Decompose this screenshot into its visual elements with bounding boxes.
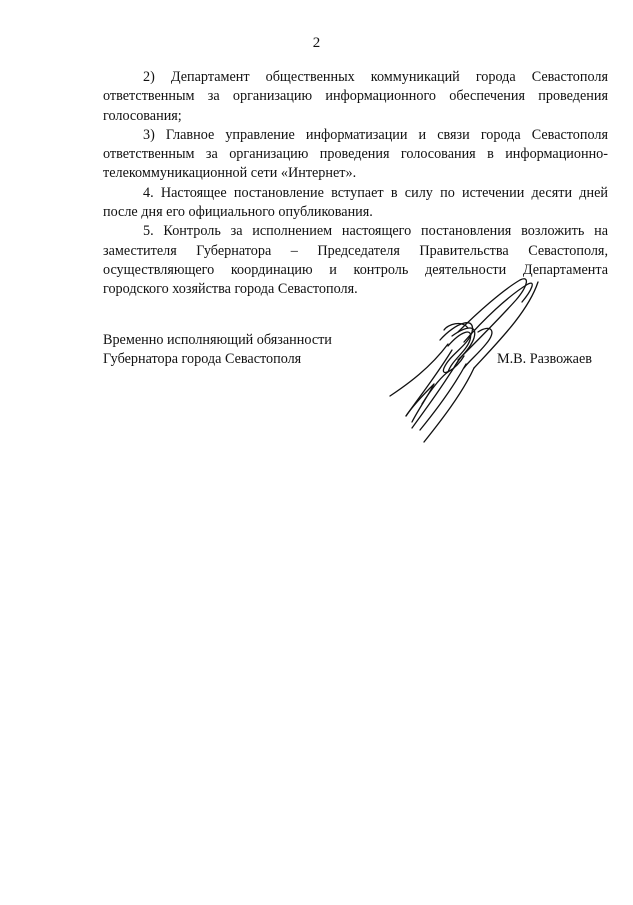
signatory-position <box>103 331 332 370</box>
paragraph-item-4: 4. Настоящее постановление вступает в силу по истечении десяти дней после дня его официального опубликования. <box>103 184 608 221</box>
body-text <box>103 68 608 300</box>
page-number: 2 <box>312 35 321 51</box>
signatory-name: М.В. Развожаев <box>497 351 592 367</box>
paragraph-item-2: 2) Департамент общественных коммуникаций города Севастополя ответственным за организацию информационного обеспечения проведения голосования; <box>103 69 608 124</box>
paragraph-item-3: 3) Главное управление информатизации и связи города Севастополя ответственным за организацию проведения голосования в информационно-телекоммуникационной сети «Интернет». <box>103 126 608 182</box>
paragraph-item-5: 5. Контроль за исполнением настоящего постановления возложить на заместителя Губернатора – Председателя Правительства Севастополя, осуществляющего координацию и контроль деятельности Департамента городского хозяйства города Севастополя. <box>103 223 608 298</box>
signatory-position-line-2: Губернатора города Севастополя <box>103 351 302 368</box>
signatory-position-line-1: Временно исполняющий обязанности <box>103 332 332 348</box>
